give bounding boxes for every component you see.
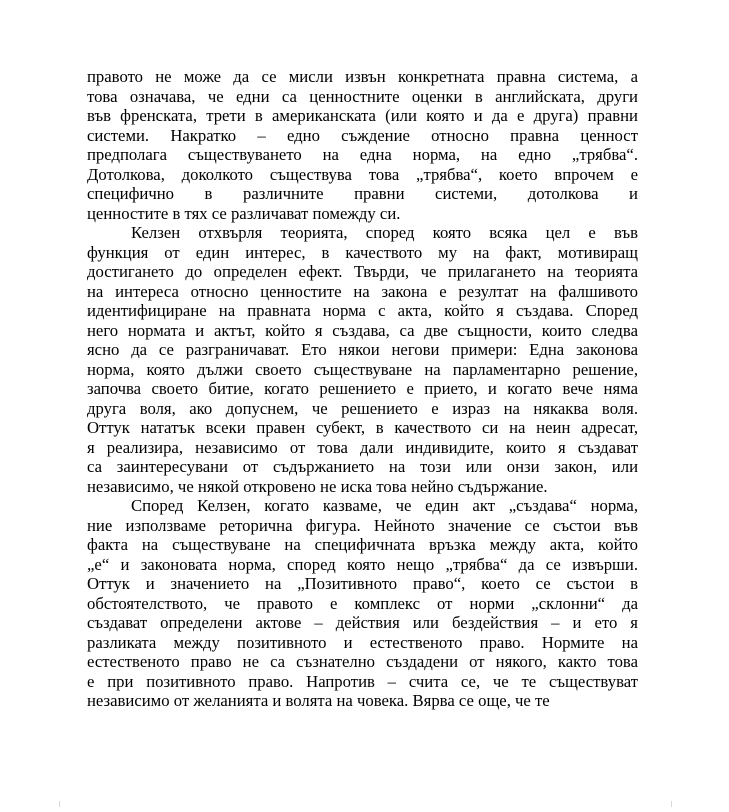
paragraph	[87, 67, 638, 223]
text-line: създават определени актове – действия или бездействия – и ето я	[87, 613, 638, 632]
text-line: обстоятелството, че правото е комплекс от норми „склонни“ да	[87, 593, 638, 613]
text-line: независимо, че някой откровено не иска това нейно съдържание.	[87, 476, 548, 496]
text-line: друга воля, ако допуснем, че решението е израз на някаква воля.	[87, 398, 638, 418]
text-line: ясно да се разграничават. Ето някои негови примери: Една законова	[87, 340, 638, 359]
body-text	[87, 67, 638, 711]
text-line: това означава, че едни са ценностните оценки в английската, други	[87, 86, 638, 106]
text-line: естественото право не са съзнателно създадени от някого, както това	[87, 652, 638, 671]
text-line: са заинтересувани от съдържанието на този или онзи закон, или	[87, 457, 638, 476]
paragraph	[87, 496, 638, 711]
text-line: ценностите в тях се различават помежду си.	[87, 203, 401, 223]
text-line: започва своето битие, когато решението е прието, и когато вече няма	[87, 379, 638, 398]
page-corner-mark-left	[59, 801, 64, 807]
text-line: предполага съществуването на една норма, на едно „трябва“.	[87, 145, 638, 164]
text-line: „е“ и законовата норма, според която нещо „трябва“ да се извърши.	[87, 554, 638, 574]
text-line: на интереса относно ценностите на закона е резултат на фалшивото	[87, 281, 638, 301]
text-line: него нормата и актът, който я създава, са две същности, които следва	[87, 320, 638, 340]
text-line: специфично в различните правни системи, дотолкова и	[87, 184, 638, 203]
text-line: факта на съществуване на специфичната връзка между акта, който	[87, 535, 638, 554]
text-line: Оттук и значението на „Позитивното право“, което се състои в	[87, 574, 638, 593]
text-line: във френската, трети в американската (или която и да е друга) правни	[87, 106, 638, 125]
text-line: ние използваме реторична фигура. Нейното значение се състои във	[87, 515, 638, 535]
text-line: идентифициране на правната норма с акта, който я създава. Според	[87, 301, 638, 320]
paragraph	[87, 223, 638, 496]
text-line: функция от един интерес, в качеството му на факт, мотивиращ	[87, 242, 638, 262]
text-line: Според Келзен, когато казваме, че един акт „създава“ норма,	[131, 496, 638, 515]
page-corner-mark-right	[667, 801, 672, 807]
text-line: я реализира, независимо от това дали индивидите, които я създават	[87, 437, 638, 457]
text-line: разликата между позитивното и естественото право. Нормите на	[87, 632, 638, 652]
text-line: достигането до определен ефект. Твърди, че прилагането на теорията	[87, 262, 638, 281]
text-line: е при позитивното право. Напротив – счита се, че те съществуват	[87, 671, 638, 691]
text-line: Келзен отхвърля теорията, според която всяка цел е във	[131, 223, 638, 242]
text-line: норма, която дължи своето съществуване на парламентарно решение,	[87, 359, 638, 379]
text-line: независимо от желанията и волята на човека. Вярва се още, че те	[87, 691, 550, 710]
text-line: правото не може да се мисли извън конкретната правна система, а	[87, 67, 638, 86]
text-line: Оттук нататък всеки правен субект, в качеството си на неин адресат,	[87, 418, 638, 437]
text-line: Дотолкова, доколкото съществува това „трябва“, което впрочем е	[87, 164, 638, 184]
text-line: системи. Накратко – едно съждение относно правна ценност	[87, 125, 638, 145]
